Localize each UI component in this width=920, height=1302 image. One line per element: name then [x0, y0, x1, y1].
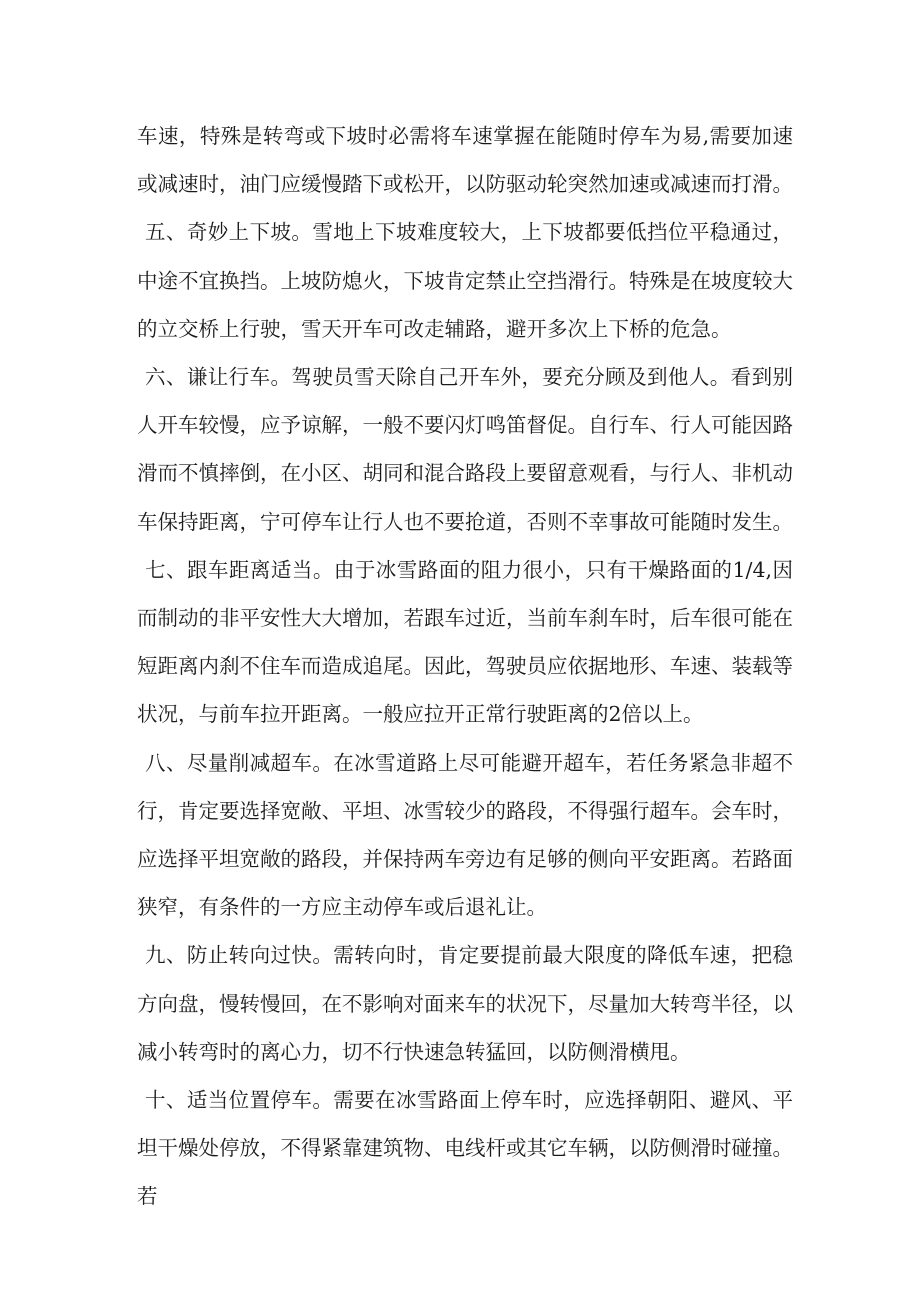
paragraph-section-7: 七、跟车距离适当。由于冰雪路面的阻力很小，只有干燥路面的1/4,因而制动的非平安性大大增加，若跟车过近，当前车刹车时，后车很可能在短距离内刹不住车而造成追尾。因此，驾驶员应依据地形、车速、装载等状况，与前车拉开距离。一般应拉开正常行驶距离的2倍以上。	[137, 557, 793, 727]
paragraph-section-10: 十、适当位置停车。需要在冰雪路面上停车时，应选择朝阳、避风、平坦干燥处停放，不得紧靠建筑物、电线杆或其它车辆，以防侧滑时碰撞。若	[137, 1088, 793, 1209]
paragraph-section-6: 六、谦让行车。驾驶员雪天除自己开车外，要充分顾及到他人。看到别人开车较慢，应予谅解，一般不要闪灯鸣笛督促。自行车、行人可能因路滑而不慎摔倒，在小区、胡同和混合路段上要留意观看，与行人、非机动车保持距离，宁可停车让行人也不要抢道，否则不幸事故可能随时发生。	[137, 365, 793, 534]
paragraph-section-8: 八、尽量削减超车。在冰雪道路上尽可能避开超车，若任务紧急非超不行，肯定要选择宽敞、平坦、冰雪较少的路段，不得强行超车。会车时，应选择平坦宽敞的路段，并保持两车旁边有足够的侧向平安距离。若路面狭窄，有条件的一方应主动停车或后退礼让。	[137, 750, 793, 920]
paragraph-section-9: 九、防止转向过快。需转向时，肯定要提前最大限度的降低车速，把稳方向盘，慢转慢回，在不影响对面来车的状况下，尽量加大转弯半径，以减小转弯时的离心力，切不行快速急转猛回，以防侧滑横甩。	[137, 943, 793, 1064]
paragraph-section-5: 五、奇妙上下坡。雪地上下坡难度较大，上下坡都要低挡位平稳通过，中途不宜换挡。上坡防熄火，下坡肯定禁止空挡滑行。特殊是在坡度较大的立交桥上行驶，雪天开车可改走辅路，避开多次上下桥的危急。	[137, 220, 793, 341]
document-body	[137, 112, 793, 1221]
paragraph-continuation: 车速，特殊是转弯或下坡时必需将车速掌握在能随时停车为易,需要加速或减速时，油门应缓慢踏下或松开，以防驱动轮突然加速或减速而打滑。	[137, 124, 793, 197]
